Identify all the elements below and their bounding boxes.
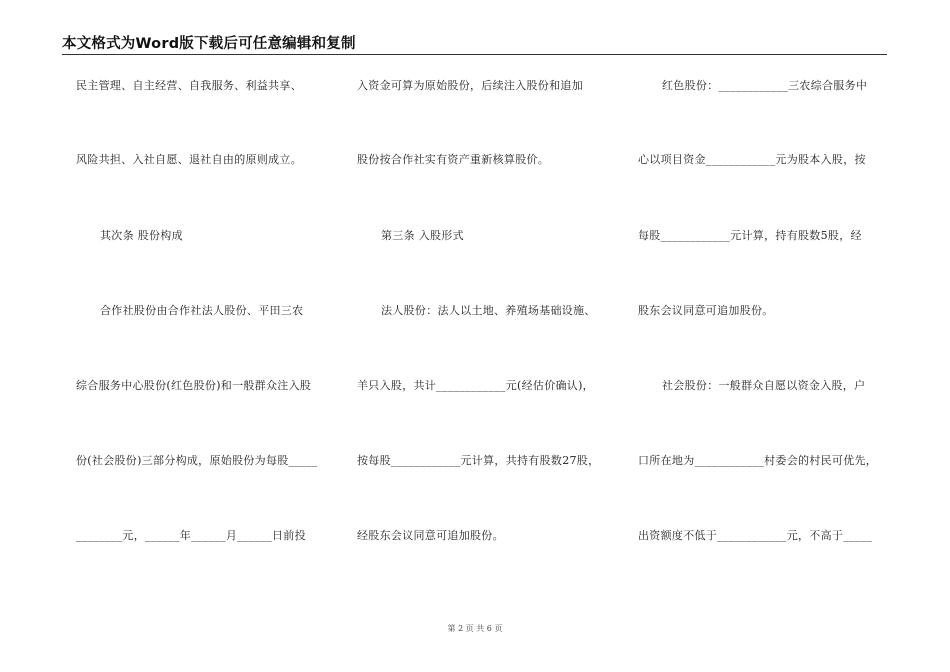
header-title: 本文格式为Word版下载后可任意编辑和复制 (62, 36, 356, 52)
text-line: 口所在地为____________村委会的村民可优先， (638, 454, 878, 467)
text-line: 法人股份：法人以土地、养殖场基础设施、 (381, 304, 596, 317)
text-line: 股份按合作社实有资产重新核算股价。 (357, 153, 550, 166)
text-line: 份(社会股份)三部分构成，原始股份为每股_____ (76, 454, 318, 467)
text-line: 红色股份：____________三农综合服务中 (662, 79, 868, 92)
text-line: 社会股份：一般群众自愿以资金入股，户 (662, 379, 866, 392)
text-line: 风险共担、入社自愿、退社自由的原则成立。 (76, 153, 302, 166)
text-column-3 (638, 0, 898, 672)
text-line: 按每股____________元计算，共持有股数27股， (357, 454, 600, 467)
text-line: 综合服务中心股份(红色股份)和一般群众注入股 (76, 379, 312, 392)
text-line: 经股东会议同意可追加股份。 (357, 529, 504, 542)
text-line: 合作社股份由合作社法人股份、平田三农 (100, 304, 304, 317)
text-line: 每股____________元计算，持有股数5股，经 (638, 229, 862, 242)
text-line: 股东会议同意可追加股份。 (638, 304, 774, 317)
text-column-2 (357, 0, 617, 672)
section-heading: 第三条 入股形式 (381, 229, 464, 242)
text-line: 羊只入股，共计____________元(经估价确认)， (357, 379, 594, 392)
section-heading: 其次条 股份构成 (100, 229, 183, 242)
text-line: 出资额度不低于____________元，不高于_____ (638, 529, 873, 542)
text-line: ________元，______年______月______日前投 (76, 529, 306, 542)
text-line: 入资金可算为原始股份，后续注入股份和追加 (357, 79, 583, 92)
text-line: 民主管理、自主经营、自我服务、利益共享、 (76, 79, 302, 92)
text-line: 心以项目资金____________元为股本入股，按 (638, 153, 866, 166)
page-number: 第 2 页 共 6 页 (447, 624, 503, 633)
text-column-1 (76, 0, 336, 672)
